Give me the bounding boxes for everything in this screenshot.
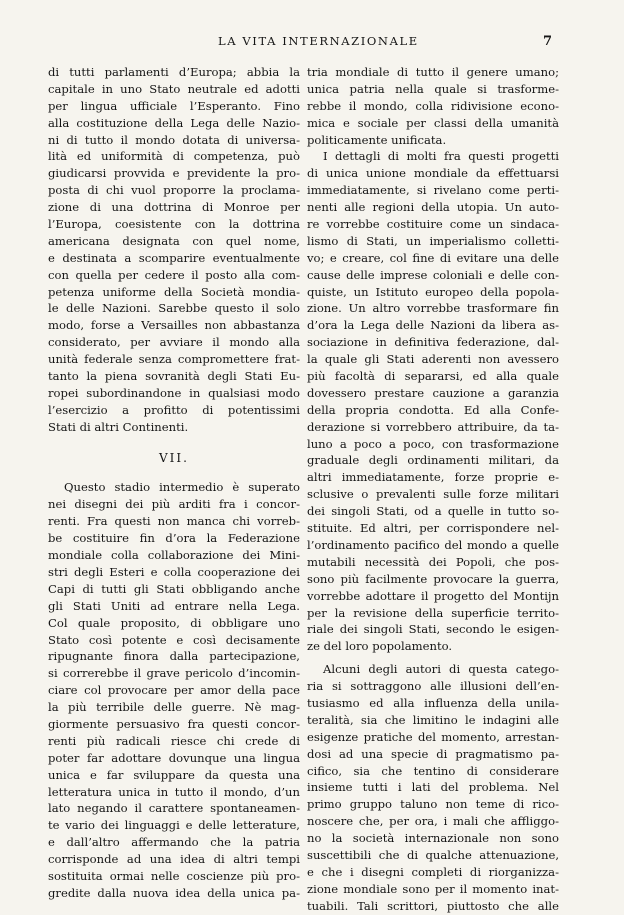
section-heading: VII. — [159, 450, 189, 465]
text-line: Questo stadio intermedio è superato — [64, 480, 300, 495]
text-line: più facoltà di separarsi, ed alla quale — [307, 369, 559, 384]
text-line: capitale in uno Stato neutrale ed adotti — [48, 81, 300, 96]
text-line: gli Stati Uniti ad entrare nella Lega. — [48, 598, 300, 613]
text-line: le delle Nazioni. Sarebbe questo il solo — [48, 301, 300, 316]
text-line: Stato così potente e così decisamente — [48, 632, 300, 647]
text-line: I dettagli di molti fra questi progetti — [323, 149, 559, 164]
text-line: quiste, un Istituto europeo della popola- — [307, 284, 559, 299]
text-line: di tutti parlamenti d’Europa; abbia la — [48, 65, 300, 79]
text-line: vorrebbe adottare il progetto del Montijn — [307, 588, 559, 603]
text-line: renti. Fra questi non manca chi vorreb- — [48, 514, 300, 529]
text-line: tuabili. Tali scrittori, piuttosto che alle — [307, 898, 559, 913]
text-line: di unica unione mondiale da effettuarsi — [307, 166, 559, 181]
text-line: l’esercizio a profitto di potentissimi — [48, 402, 300, 417]
paragraph — [48, 479, 300, 901]
text-line: lità ed uniformità di competenza, può — [48, 149, 300, 164]
text-line: e dall’altro affermando che la patria — [48, 835, 300, 850]
page-number: 7 — [542, 34, 552, 49]
text-line: sociazione in definitiva federazione, dal- — [307, 335, 559, 350]
text-line: graduale degli ordinamenti militari, da — [307, 453, 559, 468]
text-line: considerato, per avviare il mondo alla — [48, 335, 300, 350]
text-line: altri immediatamente, forze proprie e- — [307, 470, 559, 485]
text-line: stri degli Esteri e colla cooperazione dei — [48, 564, 300, 579]
text-line: unità federale senza compromettere frat- — [48, 352, 300, 367]
text-line: renti più radicali riesce chi crede di — [48, 733, 300, 748]
text-line: Stati di altri Continenti. — [48, 419, 189, 434]
text-line: Capi di tutti gli Stati obbligando anche — [48, 581, 300, 596]
text-line: modo, forse a Versailles non abbastanza — [48, 318, 300, 333]
running-title: LA VITA INTERNAZIONALE — [218, 34, 419, 48]
text-line: e che i disegni completi di riorganizza- — [307, 864, 559, 879]
text-line: tusiasmo ed alla influenza della unila- — [307, 695, 559, 710]
text-line: unica e far sviluppare da questa una — [48, 767, 300, 782]
text-line: stituite. Ed altri, per corrispondere nel- — [307, 521, 559, 536]
text-line: petenza uniforme della Società mondia- — [48, 284, 300, 299]
text-line: ni di tutto il mondo dotata di universa- — [48, 132, 300, 147]
text-line: ze del loro popolamento. — [307, 639, 453, 654]
paragraph — [307, 64, 559, 148]
text-line: lato negando il carattere spontaneamen- — [48, 801, 300, 816]
text-line: della propria condotta. Ed alla Confe- — [307, 402, 559, 417]
text-line: no la società internazionale non sono — [307, 831, 559, 846]
text-line: nenti alle regioni della utopia. Un auto- — [307, 200, 559, 215]
paragraph — [307, 661, 559, 914]
text-line: cause delle imprese coloniali e delle con- — [307, 267, 559, 282]
text-line: noscere che, per ora, i mali che affliggo- — [307, 814, 559, 829]
text-line: riale dei singoli Stati, secondo le esigen- — [307, 622, 559, 637]
text-line: cifico, sia che tentino di considerare — [307, 763, 559, 778]
text-line: tanto la piena sovranità degli Stati Eu- — [48, 369, 300, 384]
text-line: suscettibili che di qualche attenuazione, — [307, 847, 559, 862]
text-line: gredite dalla nuova idea della unica pa- — [48, 885, 300, 900]
text-line: giudicarsi provvida e previdente la pro- — [48, 166, 300, 181]
text-line: re vorrebbe costituire come un sindaca- — [307, 217, 559, 232]
text-line: per lingua ufficiale l’Esperanto. Fino — [48, 98, 300, 113]
paragraph — [48, 64, 300, 436]
text-line: la quale gli Stati aderenti non avessero — [307, 352, 559, 367]
text-line: Alcuni degli autori di questa catego- — [323, 662, 559, 677]
text-line: vo; e creare, col fine di evitare una delle — [307, 250, 559, 265]
text-line: luno a poco a poco, con trasformazione — [307, 436, 559, 451]
text-line: insieme tutti i lati del problema. Nel — [307, 780, 559, 795]
text-line: d’ora la Lega delle Nazioni da libera as- — [307, 318, 559, 333]
text-line: dei singoli Stati, od a quelle in tutto so- — [307, 504, 559, 519]
text-line: americana designata con quel nome, — [48, 233, 300, 248]
text-line: e destinata a scomparire eventualmente — [48, 250, 300, 265]
text-line: la più terribile delle guerre. Nè mag- — [48, 700, 300, 715]
text-line: Col quale proposito, di obbligare uno — [48, 615, 300, 630]
text-line: immediatamente, si rivelano come perti- — [307, 183, 559, 198]
text-line: mica e sociale per classi della umanità — [307, 115, 559, 130]
text-line: te vario dei linguaggi e delle letterature, — [48, 818, 300, 833]
text-line: corrisponde ad una idea di altri tempi — [48, 852, 300, 867]
text-line: ropei subordinandone in qualsiasi modo — [48, 385, 300, 400]
text-line: esigenze pratiche del momento, arrestan- — [307, 729, 559, 744]
text-line: sono più facilmente provocare la guerra, — [307, 571, 559, 586]
text-line: si correrebbe il grave pericolo d’incomin- — [48, 666, 300, 681]
text-line: posta di chi vuol proporre la proclama- — [48, 183, 300, 198]
text-line: mondiale colla collaborazione dei Mini- — [48, 548, 300, 563]
text-line: l’Europa, coesistente con la dottrina — [48, 217, 300, 232]
text-line: zione di una dottrina di Monroe per — [48, 200, 300, 215]
text-line: tria mondiale di tutto il genere umano; — [307, 65, 559, 79]
text-line: zione. Un altro vorrebbe trasformare fin — [307, 301, 559, 316]
text-line: ripugnante finora dalla partecipazione, — [48, 649, 300, 664]
left-column — [48, 64, 300, 902]
text-line: l’ordinamento pacifico del mondo a quelle — [307, 537, 559, 552]
text-line: alla costituzione della Lega delle Nazio- — [48, 115, 300, 130]
text-line: sclusive o prevalenti sulle forze militari — [307, 487, 559, 502]
text-line: primo gruppo taluno non teme di rico- — [307, 797, 559, 812]
text-line: rebbe il mondo, colla ridivisione econo- — [307, 98, 559, 113]
running-header — [36, 34, 552, 52]
right-column — [307, 64, 559, 915]
paragraph — [307, 148, 559, 655]
text-line: ciare col provocare per amor della pace — [48, 683, 300, 698]
text-line: giormente persuasivo fra questi concor- — [48, 716, 300, 731]
text-line: lismo di Stati, un imperialismo colletti- — [307, 233, 559, 248]
text-line: ria si sottraggono alle illusioni dell’en- — [307, 679, 559, 694]
text-line: zione mondiale sono per il momento inat- — [307, 881, 559, 896]
text-line: per la revisione della superficie territo- — [307, 605, 559, 620]
text-line: nei disegni dei più arditi fra i concor- — [48, 497, 300, 512]
text-line: con quella per cedere il posto alla com- — [48, 267, 300, 282]
text-line: derazione si vorrebbero attribuire, da ta- — [307, 419, 559, 434]
text-line: dosi ad una specie di pragmatismo pa- — [307, 746, 559, 761]
text-line: unica patria nella quale si trasforme- — [307, 81, 559, 96]
text-line: teralità, sia che limitino le indagini alle — [307, 712, 559, 727]
text-line: letteratura unica in tutto il mondo, d’un — [48, 784, 300, 799]
text-line: mutabili necessità dei Popoli, che pos- — [307, 554, 559, 569]
text-line: poter far adottare dovunque una lingua — [48, 750, 300, 765]
text-line: politicamente unificata. — [307, 132, 447, 147]
text-line: be costituire fin d’ora la Federazione — [48, 531, 300, 546]
text-line: sostituita ormai nelle coscienze più pro- — [48, 868, 300, 883]
text-line: dovessero prestare cauzione a garanzia — [307, 385, 559, 400]
